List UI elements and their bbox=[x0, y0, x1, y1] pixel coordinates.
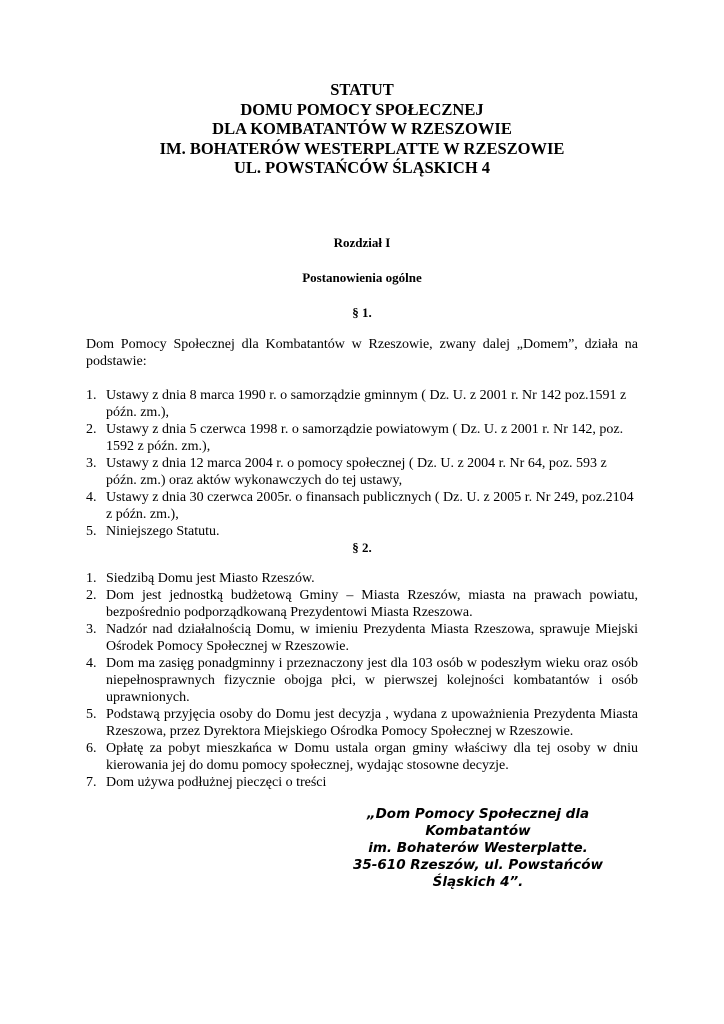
title-line-3: DLA KOMBATANTÓW W RZESZOWIE bbox=[212, 119, 512, 138]
stamp-line-3: im. Bohaterów Westerplatte. bbox=[368, 840, 588, 856]
document-title bbox=[0, 80, 724, 178]
title-line-5: UL. POWSTAŃCÓW ŚLĄSKICH 4 bbox=[233, 158, 491, 177]
stamp-line-4: 35-610 Rzeszów, ul. Powstańców bbox=[353, 857, 603, 873]
section-2-list bbox=[86, 570, 638, 791]
list-item: 5. Niniejszego Statutu. bbox=[86, 524, 220, 539]
list-item: 3. Nadzór nad działalnością Domu, w imieniu Prezydenta Miasta Rzeszowa, sprawuje Miejski Ośrodek Pomocy Społecznej w Rzeszowie. bbox=[86, 622, 638, 654]
section-1-list bbox=[86, 387, 638, 540]
list-item: 5. Podstawą przyjęcia osoby do Domu jest decyzja , wydana z upoważnienia Prezydenta Miasta Rzeszowa, przez Dyrektora Miejskiego Ośrodka Pomocy Społecznej w Rzeszowie. bbox=[86, 707, 638, 739]
list-item: 1. Ustawy z dnia 8 marca 1990 r. o samorządzie gminnym ( Dz. U. z 2001 r. Nr 142 poz.1591 z późn. zm.), bbox=[86, 388, 627, 420]
list-item: 1. Siedzibą Domu jest Miasto Rzeszów. bbox=[86, 571, 315, 586]
stamp-line-2: Kombatantów bbox=[425, 823, 531, 839]
list-item: 2. Ustawy z dnia 5 czerwca 1998 r. o samorządzie powiatowym ( Dz. U. z 2001 r. Nr 142, poz. 1592 z późn. zm.), bbox=[86, 422, 624, 454]
list-item: 6. Opłatę za pobyt mieszkańca w Domu ustala organ gminy właściwy dla tej osoby w dniu kierowania jej do domu pomocy społecznej, wydając stosowne decyzje. bbox=[86, 741, 638, 773]
list-item: 4. Dom ma zasięg ponadgminny i przeznaczony jest dla 103 osób w podeszłym wieku oraz osób niepełnosprawnych fizycznie obojga płci, w pierwszej kolejności kombatantów i osób uprawnionych. bbox=[86, 656, 638, 705]
chapter-label: Rozdział I bbox=[333, 235, 391, 250]
section-1-heading: § 1. bbox=[352, 305, 372, 320]
title-line-2: DOMU POMOCY SPOŁECZNEJ bbox=[240, 99, 484, 119]
stamp-text bbox=[330, 806, 626, 891]
section-1-intro: Dom Pomocy Społecznej dla Kombatantów w Rzeszowie, zwany dalej „Domem”, działa na podstawie: bbox=[86, 337, 638, 369]
list-item: 2. Dom jest jednostką budżetową Gminy – Miasta Rzeszów, miasta na prawach powiatu, bezpośrednio podporządkowaną Prezydentowi Miasta Rzeszowa. bbox=[86, 588, 638, 620]
chapter-subtitle: Postanowienia ogólne bbox=[302, 270, 422, 285]
list-item: 7. Dom używa podłużnej pieczęci o treści bbox=[86, 775, 327, 790]
list-item: 3. Ustawy z dnia 12 marca 2004 r. o pomocy społecznej ( Dz. U. z 2004 r. Nr 64, poz. 593 z późn. zm.) oraz aktów wykonawczych do tej ustawy, bbox=[86, 456, 607, 488]
title-line-4: IM. BOHATERÓW WESTERPLATTE W RZESZOWIE bbox=[159, 138, 565, 158]
list-item: 4. Ustawy z dnia 30 czerwca 2005r. o finansach publicznych ( Dz. U. z 2005 r. Nr 249, poz.2104 z późn. zm.), bbox=[86, 490, 634, 522]
stamp-line-1: „Dom Pomocy Społecznej dla bbox=[366, 806, 590, 822]
section-2-heading: § 2. bbox=[352, 540, 372, 555]
stamp-line-5: Śląskich 4”. bbox=[432, 874, 524, 890]
title-line-1: STATUT bbox=[330, 80, 394, 99]
